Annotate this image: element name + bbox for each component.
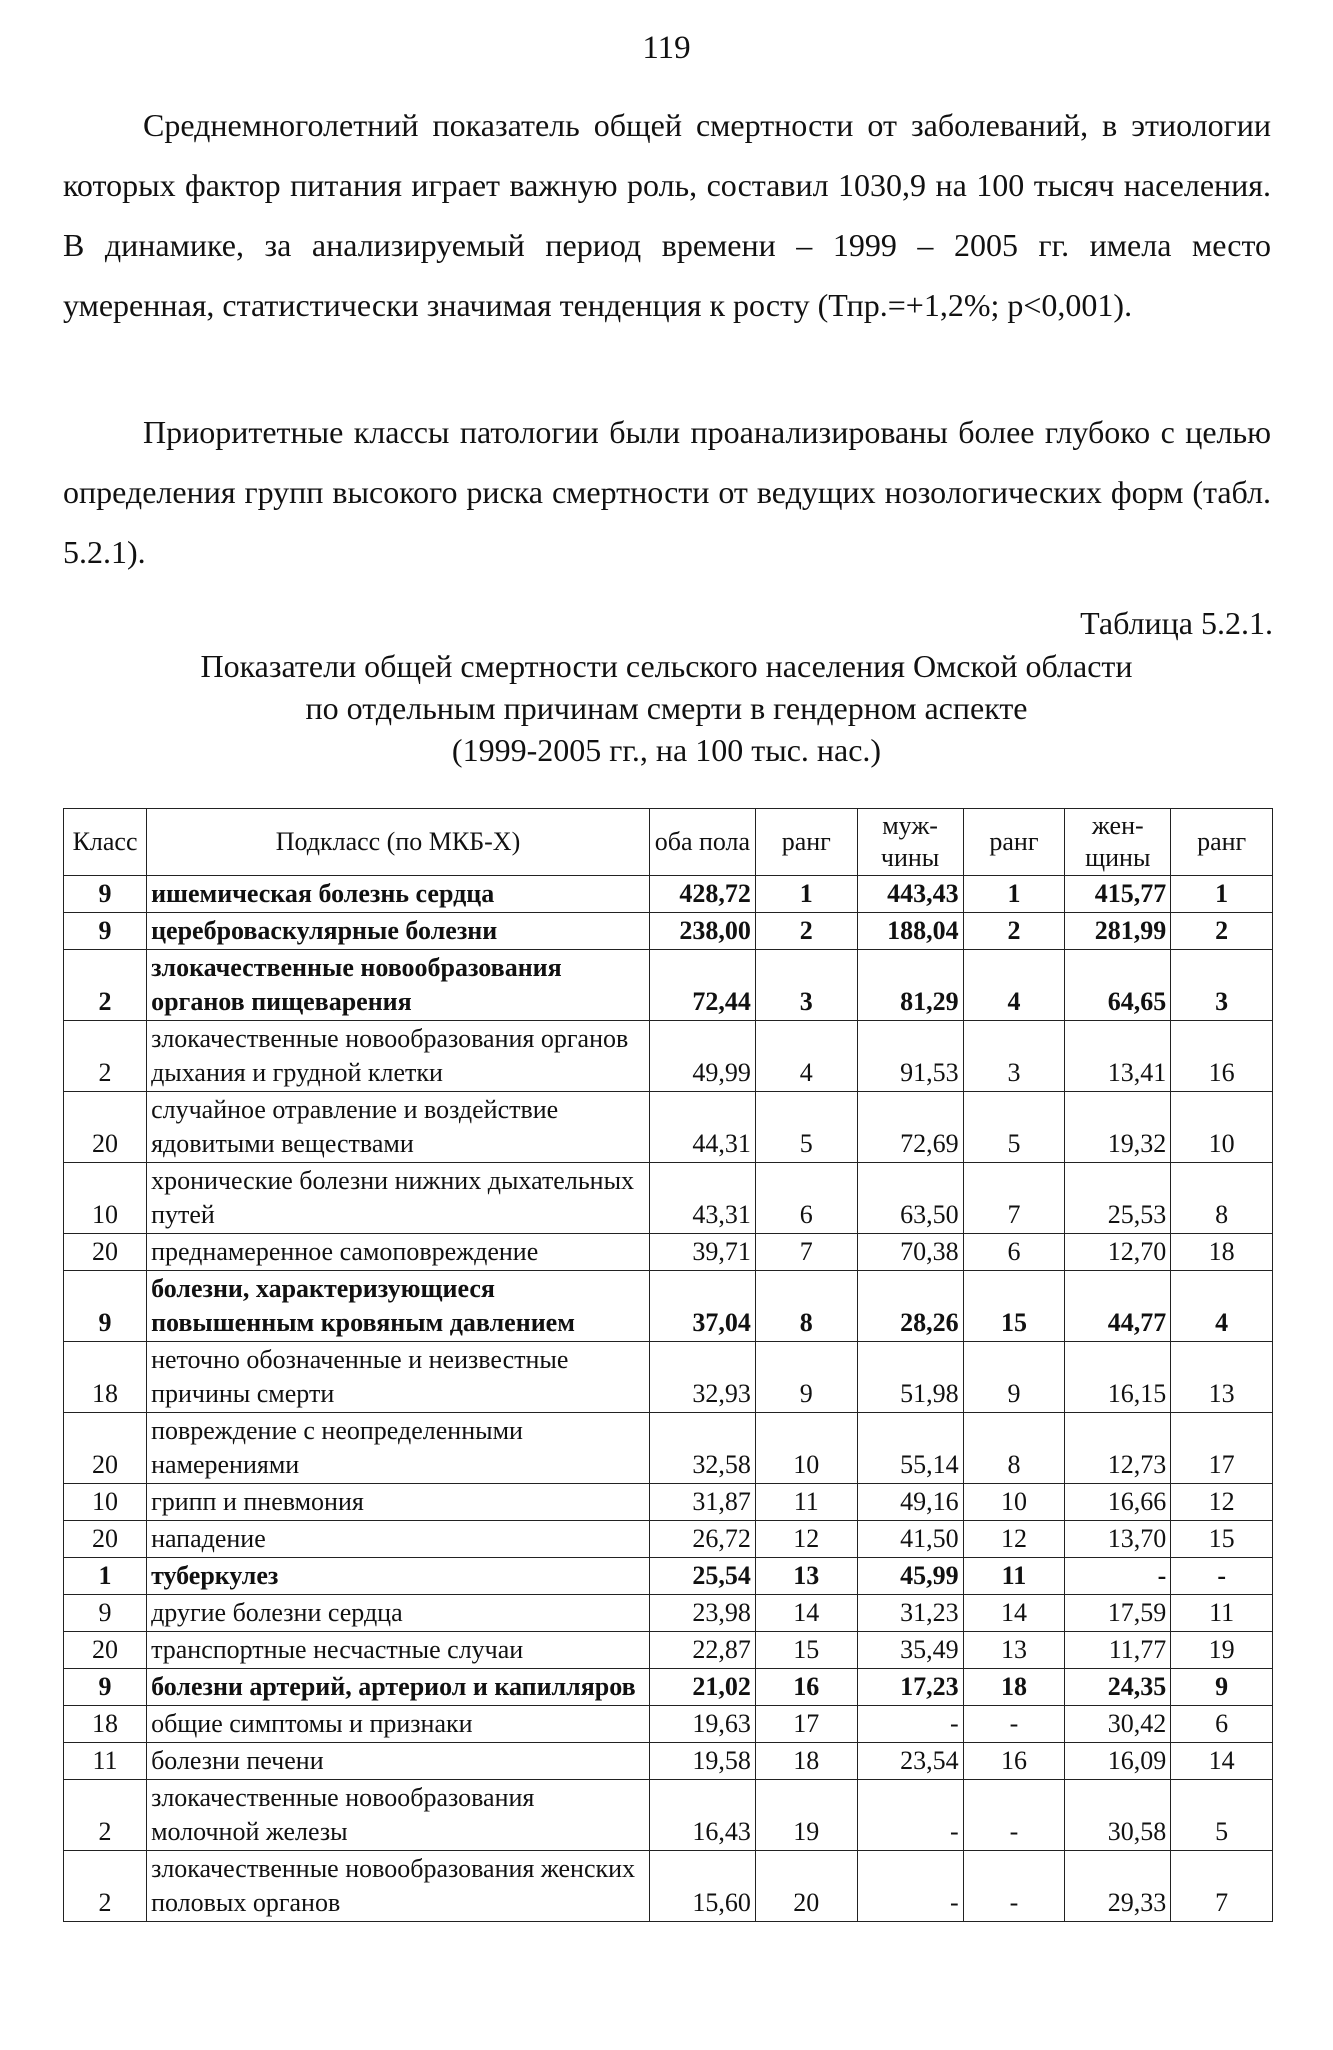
header-men: муж-чины [857,809,963,876]
cell-subclass: злокачественные новообразования органов пищеварения [147,950,650,1021]
cell-rank-men: 16 [963,1743,1065,1780]
cell-both-sexes: 26,72 [649,1521,755,1558]
table-row [64,1484,1273,1521]
cell-men: 188,04 [857,913,963,950]
cell-rank-men: 1 [963,876,1065,913]
cell-women: 415,77 [1065,876,1171,913]
cell-women: 16,09 [1065,1743,1171,1780]
cell-both-sexes: 49,99 [649,1021,755,1092]
cell-women: 44,77 [1065,1271,1171,1342]
cell-rank-women: 10 [1171,1092,1273,1163]
cell-women: 16,15 [1065,1342,1171,1413]
cell-men: - [857,1706,963,1743]
cell-class: 2 [64,950,147,1021]
cell-class: 2 [64,1021,147,1092]
cell-both-sexes: 238,00 [649,913,755,950]
cell-rank-women: 3 [1171,950,1273,1021]
cell-rank-women: 15 [1171,1521,1273,1558]
cell-rank-men: 10 [963,1484,1065,1521]
header-rank: ранг [1171,809,1273,876]
cell-subclass: злокачественные новообразования органов дыхания и грудной клетки [147,1021,650,1092]
cell-rank-women: 9 [1171,1669,1273,1706]
cell-subclass: болезни, характеризующиеся повышенным кровяным давлением [147,1271,650,1342]
cell-women: 12,73 [1065,1413,1171,1484]
cell-rank-both: 15 [755,1632,857,1669]
page-number: 119 [642,30,691,66]
cell-rank-both: 20 [755,1851,857,1922]
cell-both-sexes: 37,04 [649,1271,755,1342]
cell-rank-women: - [1171,1558,1273,1595]
header-class: Класс [64,809,147,876]
cell-men: 91,53 [857,1021,963,1092]
cell-class: 9 [64,1271,147,1342]
cell-men: 49,16 [857,1484,963,1521]
cell-both-sexes: 21,02 [649,1669,755,1706]
cell-women: 17,59 [1065,1595,1171,1632]
cell-both-sexes: 22,87 [649,1632,755,1669]
cell-rank-both: 18 [755,1743,857,1780]
cell-subclass: грипп и пневмония [147,1484,650,1521]
cell-rank-women: 16 [1171,1021,1273,1092]
cell-subclass: транспортные несчастные случаи [147,1632,650,1669]
cell-rank-women: 8 [1171,1163,1273,1234]
cell-rank-women: 19 [1171,1632,1273,1669]
cell-subclass: хронические болезни нижних дыхательных путей [147,1163,650,1234]
cell-class: 9 [64,913,147,950]
cell-rank-men: - [963,1706,1065,1743]
cell-both-sexes: 32,93 [649,1342,755,1413]
cell-rank-both: 12 [755,1521,857,1558]
table-row [64,1595,1273,1632]
cell-subclass: другие болезни сердца [147,1595,650,1632]
cell-class: 1 [64,1558,147,1595]
cell-subclass: болезни артерий, артериол и капилляров [147,1669,650,1706]
cell-rank-men: 9 [963,1342,1065,1413]
cell-rank-both: 16 [755,1669,857,1706]
cell-subclass: туберкулез [147,1558,650,1595]
cell-men: 45,99 [857,1558,963,1595]
cell-subclass: злокачественные новообразования женских половых органов [147,1851,650,1922]
cell-both-sexes: 16,43 [649,1780,755,1851]
cell-rank-both: 4 [755,1021,857,1092]
cell-men: 51,98 [857,1342,963,1413]
cell-subclass: цереброваскулярные болезни [147,913,650,950]
cell-women: 29,33 [1065,1851,1171,1922]
cell-rank-men: 5 [963,1092,1065,1163]
cell-rank-men: 11 [963,1558,1065,1595]
cell-women: 12,70 [1065,1234,1171,1271]
table-row [64,1521,1273,1558]
cell-subclass: ишемическая болезнь сердца [147,876,650,913]
table-title-line: по отдельным причинам смерти в гендерном аспекте [305,690,1028,726]
cell-women: 30,42 [1065,1706,1171,1743]
cell-class: 20 [64,1234,147,1271]
cell-rank-men: 12 [963,1521,1065,1558]
cell-women: 19,32 [1065,1092,1171,1163]
table-row [64,1271,1273,1342]
cell-men: - [857,1851,963,1922]
table-row [64,1342,1273,1413]
cell-men: 17,23 [857,1669,963,1706]
cell-rank-men: 15 [963,1271,1065,1342]
cell-women: 16,66 [1065,1484,1171,1521]
cell-subclass: общие симптомы и признаки [147,1706,650,1743]
cell-rank-women: 4 [1171,1271,1273,1342]
cell-rank-men: 2 [963,913,1065,950]
cell-rank-both: 11 [755,1484,857,1521]
cell-class: 20 [64,1521,147,1558]
table-row [64,1780,1273,1851]
paragraph-priority-classes: Приоритетные классы патологии были проанализированы более глубоко с целью определения групп высокого риска смертности от ведущих нозологических форм (табл. 5.2.1). [63,414,1271,570]
cell-both-sexes: 19,63 [649,1706,755,1743]
table-row [64,876,1273,913]
table-label: Таблица 5.2.1. [1080,605,1273,641]
table-title-line: Показатели общей смертности сельского населения Омской области [200,648,1133,684]
cell-rank-both: 14 [755,1595,857,1632]
table-row [64,1021,1273,1092]
cell-rank-women: 14 [1171,1743,1273,1780]
cell-class: 9 [64,1669,147,1706]
cell-rank-women: 7 [1171,1851,1273,1922]
cell-class: 18 [64,1342,147,1413]
cell-rank-men: 14 [963,1595,1065,1632]
cell-rank-both: 17 [755,1706,857,1743]
cell-both-sexes: 31,87 [649,1484,755,1521]
cell-men: - [857,1780,963,1851]
cell-both-sexes: 428,72 [649,876,755,913]
cell-rank-both: 19 [755,1780,857,1851]
cell-both-sexes: 44,31 [649,1092,755,1163]
cell-rank-women: 17 [1171,1413,1273,1484]
cell-both-sexes: 39,71 [649,1234,755,1271]
table-row [64,1706,1273,1743]
cell-rank-women: 6 [1171,1706,1273,1743]
cell-both-sexes: 32,58 [649,1413,755,1484]
cell-rank-both: 2 [755,913,857,950]
header-women: жен-щины [1065,809,1171,876]
cell-class: 18 [64,1706,147,1743]
cell-men: 55,14 [857,1413,963,1484]
table-row [64,950,1273,1021]
cell-rank-men: 8 [963,1413,1065,1484]
cell-rank-men: - [963,1780,1065,1851]
cell-class: 20 [64,1413,147,1484]
cell-rank-women: 18 [1171,1234,1273,1271]
table-row [64,1558,1273,1595]
cell-rank-both: 1 [755,876,857,913]
cell-rank-both: 3 [755,950,857,1021]
cell-class: 2 [64,1851,147,1922]
cell-rank-women: 5 [1171,1780,1273,1851]
cell-rank-men: - [963,1851,1065,1922]
cell-women: 30,58 [1065,1780,1171,1851]
cell-rank-men: 3 [963,1021,1065,1092]
cell-class: 10 [64,1484,147,1521]
cell-rank-both: 5 [755,1092,857,1163]
cell-both-sexes: 15,60 [649,1851,755,1922]
cell-both-sexes: 43,31 [649,1163,755,1234]
cell-both-sexes: 19,58 [649,1743,755,1780]
cell-rank-both: 13 [755,1558,857,1595]
cell-women: - [1065,1558,1171,1595]
cell-men: 41,50 [857,1521,963,1558]
cell-subclass: случайное отравление и воздействие ядовитыми веществами [147,1092,650,1163]
cell-women: 24,35 [1065,1669,1171,1706]
cell-class: 9 [64,1595,147,1632]
cell-men: 443,43 [857,876,963,913]
paragraph-mortality-summary: Среднемноголетний показатель общей смертности от заболеваний, в этиологии которых фактор питания играет важную роль, составил 1030,9 на 100 тысяч населения. В динамике, за анализируемый период времени – 1999 – 2005 гг. имела место умеренная, статистически значимая тенденция к росту (Тпр.=+1,2%; p<0,001). [63,107,1271,323]
table-header-row [64,809,1273,876]
table-row [64,1851,1273,1922]
table-title [0,645,1333,771]
cell-rank-women: 11 [1171,1595,1273,1632]
cell-women: 11,77 [1065,1632,1171,1669]
header-rank: ранг [755,809,857,876]
cell-rank-both: 7 [755,1234,857,1271]
cell-men: 72,69 [857,1092,963,1163]
cell-rank-both: 6 [755,1163,857,1234]
cell-subclass: злокачественные новообразования молочной железы [147,1780,650,1851]
cell-rank-both: 10 [755,1413,857,1484]
cell-class: 10 [64,1163,147,1234]
cell-subclass: болезни печени [147,1743,650,1780]
cell-men: 35,49 [857,1632,963,1669]
cell-subclass: преднамеренное самоповреждение [147,1234,650,1271]
table-row [64,1163,1273,1234]
cell-women: 64,65 [1065,950,1171,1021]
cell-men: 28,26 [857,1271,963,1342]
cell-women: 281,99 [1065,913,1171,950]
header-subclass: Подкласс (по МКБ-X) [147,809,650,876]
cell-women: 13,70 [1065,1521,1171,1558]
table-row [64,913,1273,950]
cell-rank-women: 12 [1171,1484,1273,1521]
mortality-table [63,808,1273,1922]
cell-men: 81,29 [857,950,963,1021]
cell-rank-women: 13 [1171,1342,1273,1413]
table-row [64,1669,1273,1706]
table-row [64,1092,1273,1163]
cell-class: 11 [64,1743,147,1780]
table-row [64,1632,1273,1669]
cell-men: 63,50 [857,1163,963,1234]
cell-class: 2 [64,1780,147,1851]
cell-rank-men: 7 [963,1163,1065,1234]
cell-rank-both: 8 [755,1271,857,1342]
cell-rank-women: 2 [1171,913,1273,950]
header-rank: ранг [963,809,1065,876]
cell-rank-men: 13 [963,1632,1065,1669]
table-row [64,1743,1273,1780]
cell-both-sexes: 25,54 [649,1558,755,1595]
cell-rank-women: 1 [1171,876,1273,913]
cell-rank-men: 6 [963,1234,1065,1271]
cell-women: 13,41 [1065,1021,1171,1092]
cell-subclass: нападение [147,1521,650,1558]
cell-both-sexes: 72,44 [649,950,755,1021]
cell-rank-men: 4 [963,950,1065,1021]
cell-rank-both: 9 [755,1342,857,1413]
table-body [64,876,1273,1922]
table-row [64,1413,1273,1484]
cell-men: 70,38 [857,1234,963,1271]
cell-women: 25,53 [1065,1163,1171,1234]
table-row [64,1234,1273,1271]
cell-class: 20 [64,1092,147,1163]
cell-subclass: повреждение с неопределенными намерениями [147,1413,650,1484]
cell-class: 9 [64,876,147,913]
cell-rank-men: 18 [963,1669,1065,1706]
cell-class: 20 [64,1632,147,1669]
table-title-line: (1999-2005 гг., на 100 тыс. нас.) [451,732,882,768]
cell-men: 31,23 [857,1595,963,1632]
header-both-sexes: оба пола [649,809,755,876]
cell-men: 23,54 [857,1743,963,1780]
cell-subclass: неточно обозначенные и неизвестные причины смерти [147,1342,650,1413]
cell-both-sexes: 23,98 [649,1595,755,1632]
